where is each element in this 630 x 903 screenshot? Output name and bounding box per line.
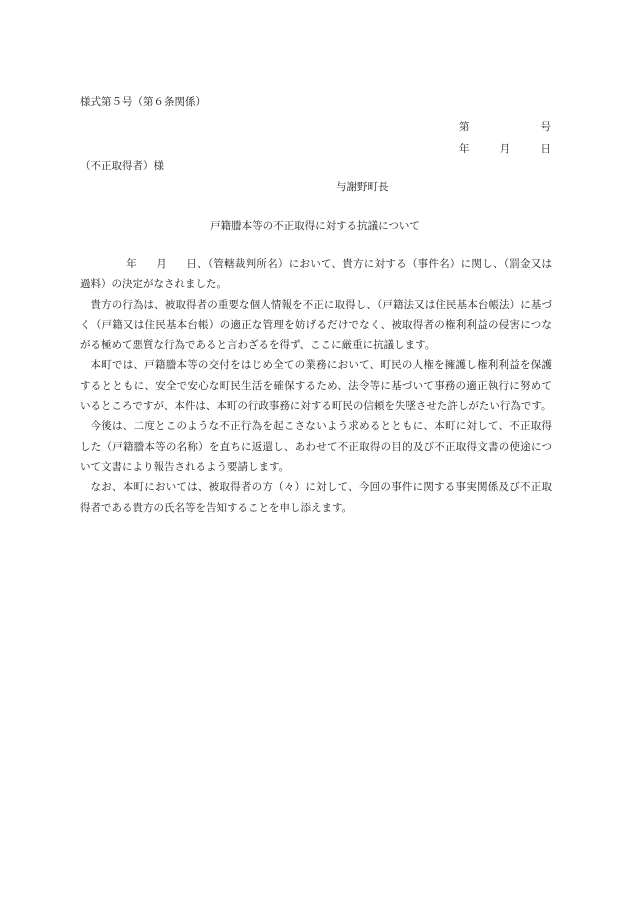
paragraph-1-text: 日、（管轄裁判所名）において、貴方に対する（事件名）に関し、（罰金又は過料）の決定がなされました。: [80, 258, 553, 291]
reference-block: [459, 116, 551, 160]
document-number-line: [459, 116, 551, 138]
document-title: 戸籍謄本等の不正取得に対する抗議について: [210, 220, 420, 232]
paragraph-5: なお、本町においては、被取得者の方（々）に対して、今回の事件に関する事実関係及び不正取得者である貴方の氏名等を告知することを申し添えます。: [80, 481, 552, 514]
form-number: 様式第５号（第６条関係）: [80, 96, 206, 108]
document-number-prefix: 第: [459, 121, 470, 133]
issuer: 与謝野町長: [336, 181, 389, 193]
document-date-line: [459, 138, 551, 160]
date-month: 月: [499, 143, 511, 155]
paragraph-2: 貴方の行為は、被取得者の重要な個人情報を不正に取得し、（戸籍法又は住民基本台帳法）に基づく（戸籍又は住民基本台帳）の適正な管理を妨げるだけでなく、被取得者の権利利益の侵害につながる極めて悪質な行為であると言わざるを得ず、ここに厳重に抗議します。: [80, 298, 552, 352]
paragraph-4: 今後は、二度とこのような不正行為を起こさないよう求めるとともに、本町に対して、不正取得した（戸籍謄本等の名称）を直ちに返還し、あわせて不正取得の目的及び不正取得文書の使途について文書により報告されるよう要請します。: [80, 420, 552, 473]
recipient: （不正取得者）様: [80, 160, 164, 172]
document-body: [80, 254, 552, 518]
paragraph-1-year: 年: [126, 258, 138, 270]
date-day: 日: [540, 143, 551, 155]
paragraph-3: 本町では、戸籍謄本等の交付をはじめ全ての業務において、町民の人権を擁護し権利利益を保護するとともに、安全で安心な町民生活を確保するため、法令等に基づいて事務の適正執行に努めているところですが、本件は、本町の行政事務に対する町民の信頼を失墜させた許しがたい行為です。: [80, 359, 552, 413]
date-year: 年: [459, 143, 470, 155]
paragraph-1-month: 月: [156, 258, 168, 270]
document-number-suffix: 号: [540, 121, 551, 133]
paragraph-1: [80, 254, 552, 295]
